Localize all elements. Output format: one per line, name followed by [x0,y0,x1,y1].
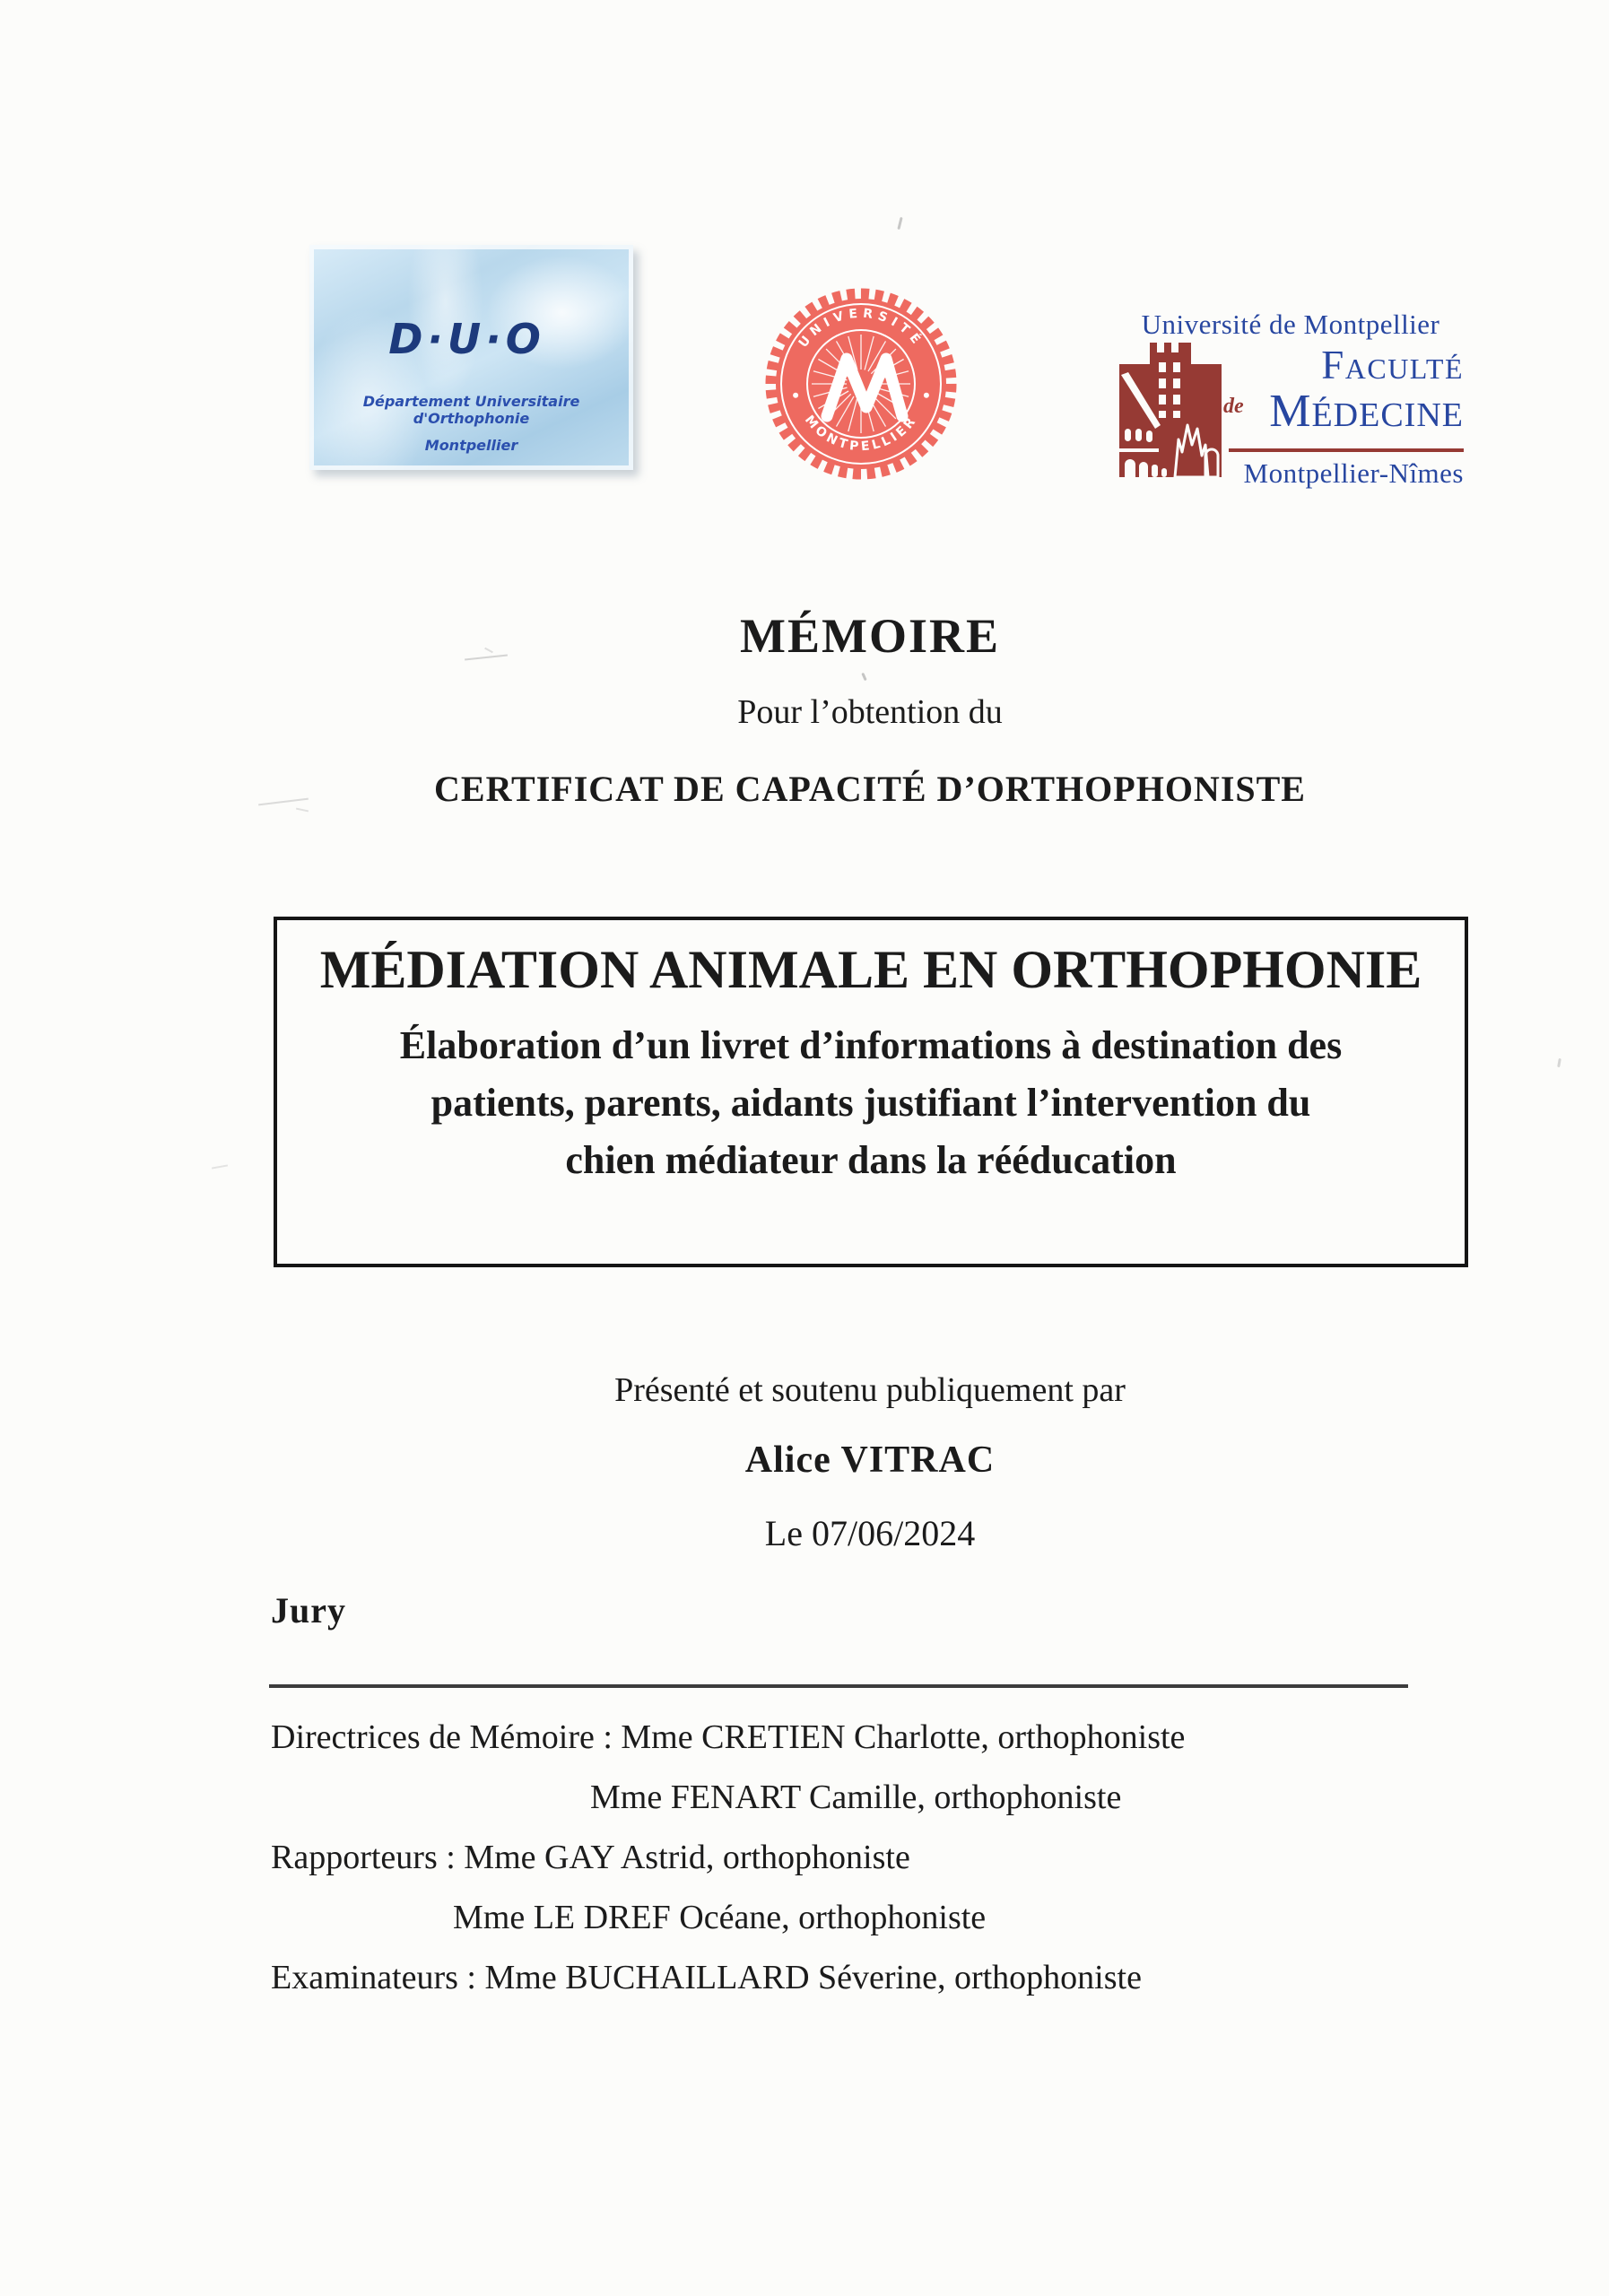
jury-member-line: Rapporteurs : Mme GAY Astrid, orthophoniste [271,1839,910,1876]
medecine-word-rest: ÉDECINE [1311,396,1464,434]
scan-artifact [861,673,866,681]
jury-member-line: Examinateurs : Mme BUCHAILLARD Séverine, orthophoniste [271,1959,1142,1996]
faculty-word [1229,344,1464,389]
author-name: Alice VITRAC [744,1439,996,1481]
thesis-subject-box [274,917,1468,1267]
seal-top-text: UNIVERSITÉ [796,306,926,351]
thesis-subtitle-line: patients, parents, aidants justifiant l’intervention du [431,1081,1311,1125]
thesis-subtitle-line: Élaboration d’un livret d’informations à destination des [399,1023,1343,1067]
duo-acronym-text: D·U·O [388,315,545,363]
faculty-divider-rule [1229,448,1464,452]
thesis-main-title: MÉDIATION ANIMALE EN ORTHOPHONIE [319,940,1422,999]
seal-bottom-text: MONTPELLIER [801,413,921,455]
faculty-word-rest: ACULTÉ [1344,352,1464,385]
defense-date: Le 07/06/2024 [764,1513,976,1553]
jury-member-line: Directrices de Mémoire : Mme CRETIEN Charlotte, orthophoniste [271,1718,1186,1756]
presented-by-line: Présenté et soutenu publiquement par [614,1371,1126,1409]
certificate-title: CERTIFICAT DE CAPACITÉ D’ORTHOPHONISTE [434,769,1306,809]
faculty-de-word: de [1223,395,1244,418]
jury-member-line: Mme LE DREF Océane, orthophoniste [453,1899,987,1936]
medecine-word [1269,386,1464,437]
faculty-university-line: Université de Montpellier [1141,309,1440,340]
scan-artifact [897,217,902,230]
jury-heading: Jury [271,1590,346,1631]
thesis-subtitle-line: chien médiateur dans la rééducation [565,1138,1177,1182]
faculty-medecine-logo [1118,309,1464,488]
memoire-title: MÉMOIRE [740,609,1000,663]
duo-city-label: Montpellier [424,437,518,454]
medecine-word-initial: M [1269,386,1312,437]
seal-icon [765,288,957,480]
duo-department-logo [309,245,633,470]
jury-member-line: Mme FENART Camille, orthophoniste [590,1779,1122,1816]
jury-divider-rule [269,1684,1408,1688]
scan-artifact [1557,1058,1561,1067]
obtention-subtitle: Pour l’obtention du [737,693,1003,731]
duo-department-label: Département Universitaire d'Orthophonie [362,393,580,427]
faculty-word-initial: F [1321,343,1345,387]
faculty-building-icon [1119,343,1222,488]
faculty-campus-line: Montpellier-Nîmes [1243,457,1464,489]
university-montpellier-seal [765,288,957,480]
scan-artifact [212,1164,228,1169]
thesis-subtitle [277,1017,1465,1189]
